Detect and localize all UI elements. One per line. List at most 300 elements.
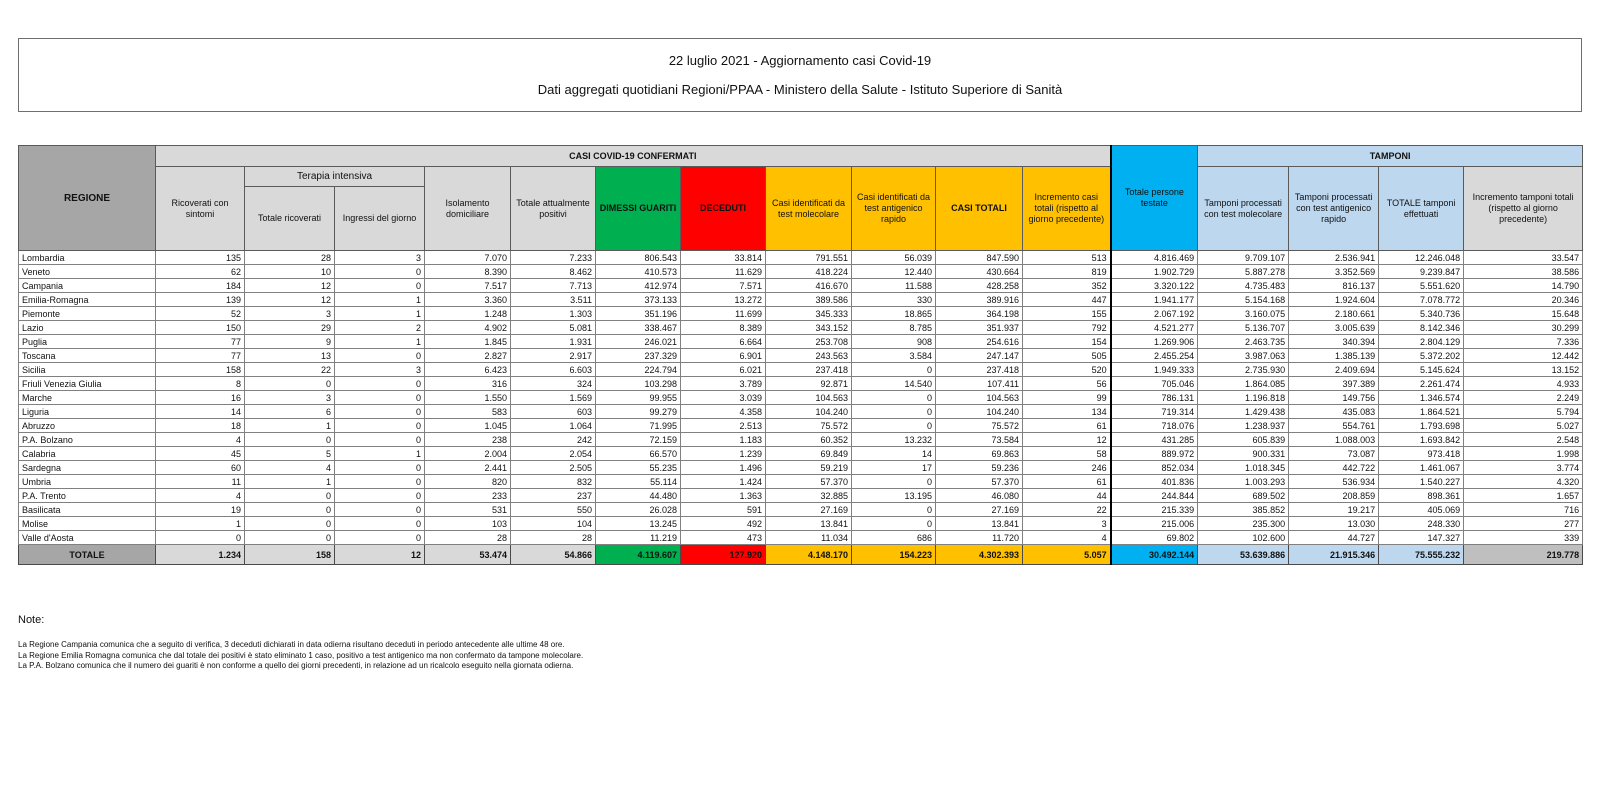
header-deceduti: DECEDUTI <box>681 167 766 251</box>
value-cell: 53.474 <box>425 545 511 565</box>
value-cell: 26.028 <box>596 503 681 517</box>
header-totale-ricoverati: Totale ricoverati <box>245 187 335 251</box>
report-date-title: 22 luglio 2021 - Aggiornamento casi Covid-19 <box>668 53 932 68</box>
value-cell: 1.346.574 <box>1379 391 1464 405</box>
value-cell: 1.998 <box>1464 447 1583 461</box>
value-cell: 75.572 <box>766 419 852 433</box>
value-cell: 3.584 <box>852 349 936 363</box>
value-cell: 4 <box>1023 531 1111 545</box>
value-cell: 352 <box>1023 279 1111 293</box>
value-cell: 6 <box>245 405 335 419</box>
value-cell: 73.087 <box>1289 447 1379 461</box>
value-cell: 401.836 <box>1111 475 1198 489</box>
header-tamponi-antigenico: Tamponi processati con test antigenico rapido <box>1289 167 1379 251</box>
table-row <box>19 363 1583 377</box>
value-cell: 7.336 <box>1464 335 1583 349</box>
value-cell: 10 <box>245 265 335 279</box>
value-cell: 7.517 <box>425 279 511 293</box>
value-cell: 0 <box>245 377 335 391</box>
value-cell: 99.279 <box>596 405 681 419</box>
value-cell: 5.887.278 <box>1198 265 1289 279</box>
value-cell: 418.224 <box>766 265 852 279</box>
region-name-cell: Abruzzo <box>19 419 156 433</box>
header-ingressi-giorno: Ingressi del giorno <box>335 187 425 251</box>
value-cell: 4.320 <box>1464 475 1583 489</box>
value-cell: 1.064 <box>511 419 596 433</box>
value-cell: 550 <box>511 503 596 517</box>
value-cell: 5.081 <box>511 321 596 335</box>
total-row <box>19 545 1583 565</box>
value-cell: 237.418 <box>766 363 852 377</box>
table-row <box>19 517 1583 531</box>
table-header <box>19 146 1583 251</box>
value-cell: 1.845 <box>425 335 511 349</box>
region-name-cell: Lombardia <box>19 251 156 265</box>
value-cell: 59.236 <box>936 461 1023 475</box>
value-cell: 11.629 <box>681 265 766 279</box>
value-cell: 44.727 <box>1289 531 1379 545</box>
table-row <box>19 489 1583 503</box>
value-cell: 6.901 <box>681 349 766 363</box>
value-cell: 0 <box>335 433 425 447</box>
value-cell: 8 <box>156 377 245 391</box>
value-cell: 12 <box>335 545 425 565</box>
value-cell: 107.411 <box>936 377 1023 391</box>
value-cell: 351.937 <box>936 321 1023 335</box>
value-cell: 1 <box>335 307 425 321</box>
value-cell: 0 <box>852 405 936 419</box>
value-cell: 2.548 <box>1464 433 1583 447</box>
value-cell: 889.972 <box>1111 447 1198 461</box>
value-cell: 1.183 <box>681 433 766 447</box>
value-cell: 373.133 <box>596 293 681 307</box>
value-cell: 1.949.333 <box>1111 363 1198 377</box>
value-cell: 705.046 <box>1111 377 1198 391</box>
table-row <box>19 461 1583 475</box>
value-cell: 5.136.707 <box>1198 321 1289 335</box>
value-cell: 33.814 <box>681 251 766 265</box>
value-cell: 5 <box>245 447 335 461</box>
value-cell: 215.006 <box>1111 517 1198 531</box>
value-cell: 233 <box>425 489 511 503</box>
value-cell: 30.299 <box>1464 321 1583 335</box>
value-cell: 591 <box>681 503 766 517</box>
value-cell: 8.389 <box>681 321 766 335</box>
value-cell: 254.616 <box>936 335 1023 349</box>
value-cell: 29 <box>245 321 335 335</box>
value-cell: 5.057 <box>1023 545 1111 565</box>
value-cell: 2.804.129 <box>1379 335 1464 349</box>
header-casi-antigenico: Casi identificati da test antigenico rapido <box>852 167 936 251</box>
value-cell: 244.844 <box>1111 489 1198 503</box>
value-cell: 1.234 <box>156 545 245 565</box>
value-cell: 4.302.393 <box>936 545 1023 565</box>
value-cell: 60 <box>156 461 245 475</box>
table-row <box>19 265 1583 279</box>
value-cell: 1.657 <box>1464 489 1583 503</box>
value-cell: 0 <box>335 391 425 405</box>
value-cell: 412.974 <box>596 279 681 293</box>
value-cell: 14 <box>156 405 245 419</box>
header-incremento-tamponi: Incremento tamponi totali (rispetto al giorno precedente) <box>1464 167 1583 251</box>
value-cell: 12.246.048 <box>1379 251 1464 265</box>
report-source-subtitle: Dati aggregati quotidiani Regioni/PPAA - Ministero della Salute - Istituto Superiore di Sanità <box>537 82 1063 97</box>
value-cell: 13.232 <box>852 433 936 447</box>
value-cell: 410.573 <box>596 265 681 279</box>
note-emilia-romagna: La Regione Emilia Romagna comunica che dal totale dei positivi è stato eliminato 1 caso, positivo a test antigenico ma non confermato da tampone molecolare. <box>18 650 584 660</box>
region-name-cell: P.A. Bolzano <box>19 433 156 447</box>
value-cell: 0 <box>245 433 335 447</box>
value-cell: 11.588 <box>852 279 936 293</box>
value-cell: 3 <box>245 391 335 405</box>
value-cell: 12.440 <box>852 265 936 279</box>
value-cell: 12 <box>245 279 335 293</box>
value-cell: 1 <box>335 447 425 461</box>
value-cell: 816.137 <box>1289 279 1379 293</box>
value-cell: 1.496 <box>681 461 766 475</box>
value-cell: 154 <box>1023 335 1111 349</box>
table-row <box>19 433 1583 447</box>
notes-section <box>18 614 1218 672</box>
value-cell: 57.370 <box>936 475 1023 489</box>
value-cell: 689.502 <box>1198 489 1289 503</box>
header-attualmente-positivi: Totale attualmente positivi <box>511 167 596 251</box>
value-cell: 59.219 <box>766 461 852 475</box>
value-cell: 513 <box>1023 251 1111 265</box>
value-cell: 1.248 <box>425 307 511 321</box>
value-cell: 0 <box>335 377 425 391</box>
value-cell: 13.245 <box>596 517 681 531</box>
value-cell: 27.169 <box>766 503 852 517</box>
value-cell: 134 <box>1023 405 1111 419</box>
value-cell: 1.196.818 <box>1198 391 1289 405</box>
value-cell: 33.547 <box>1464 251 1583 265</box>
table-row <box>19 419 1583 433</box>
value-cell: 238 <box>425 433 511 447</box>
value-cell: 3.352.569 <box>1289 265 1379 279</box>
value-cell: 900.331 <box>1198 447 1289 461</box>
value-cell: 716 <box>1464 503 1583 517</box>
value-cell: 3.987.063 <box>1198 349 1289 363</box>
table-row <box>19 321 1583 335</box>
value-cell: 0 <box>335 461 425 475</box>
table-row <box>19 503 1583 517</box>
value-cell: 1.429.438 <box>1198 405 1289 419</box>
value-cell: 18 <box>156 419 245 433</box>
value-cell: 3.005.639 <box>1289 321 1379 335</box>
value-cell: 12 <box>245 293 335 307</box>
value-cell: 54.866 <box>511 545 596 565</box>
value-cell: 28 <box>425 531 511 545</box>
region-name-cell: Toscana <box>19 349 156 363</box>
value-cell: 1.902.729 <box>1111 265 1198 279</box>
value-cell: 237.418 <box>936 363 1023 377</box>
value-cell: 385.852 <box>1198 503 1289 517</box>
value-cell: 1.045 <box>425 419 511 433</box>
value-cell: 3.789 <box>681 377 766 391</box>
value-cell: 1.864.085 <box>1198 377 1289 391</box>
value-cell: 55.114 <box>596 475 681 489</box>
value-cell: 3 <box>335 251 425 265</box>
region-name-cell: Basilicata <box>19 503 156 517</box>
value-cell: 44 <box>1023 489 1111 503</box>
value-cell: 786.131 <box>1111 391 1198 405</box>
header-band-tamponi: TAMPONI <box>1198 146 1583 167</box>
value-cell: 44.480 <box>596 489 681 503</box>
value-cell: 1.003.293 <box>1198 475 1289 489</box>
value-cell: 5.794 <box>1464 405 1583 419</box>
value-cell: 4.119.607 <box>596 545 681 565</box>
value-cell: 8.462 <box>511 265 596 279</box>
value-cell: 686 <box>852 531 936 545</box>
value-cell: 19.217 <box>1289 503 1379 517</box>
value-cell: 253.708 <box>766 335 852 349</box>
value-cell: 1.303 <box>511 307 596 321</box>
value-cell: 898.361 <box>1379 489 1464 503</box>
table-row <box>19 335 1583 349</box>
value-cell: 4.933 <box>1464 377 1583 391</box>
value-cell: 430.664 <box>936 265 1023 279</box>
value-cell: 389.916 <box>936 293 1023 307</box>
value-cell: 3 <box>245 307 335 321</box>
value-cell: 61 <box>1023 419 1111 433</box>
value-cell: 0 <box>245 531 335 545</box>
value-cell: 0 <box>852 475 936 489</box>
value-cell: 184 <box>156 279 245 293</box>
value-cell: 2.505 <box>511 461 596 475</box>
value-cell: 11.034 <box>766 531 852 545</box>
value-cell: 405.069 <box>1379 503 1464 517</box>
table-row <box>19 531 1583 545</box>
value-cell: 6.603 <box>511 363 596 377</box>
value-cell: 6.423 <box>425 363 511 377</box>
value-cell: 2.536.941 <box>1289 251 1379 265</box>
value-cell: 8.785 <box>852 321 936 335</box>
value-cell: 1 <box>335 335 425 349</box>
region-name-cell: Veneto <box>19 265 156 279</box>
value-cell: 2.441 <box>425 461 511 475</box>
value-cell: 104 <box>511 517 596 531</box>
value-cell: 3.774 <box>1464 461 1583 475</box>
value-cell: 104.240 <box>766 405 852 419</box>
value-cell: 4.521.277 <box>1111 321 1198 335</box>
value-cell: 56.039 <box>852 251 936 265</box>
value-cell: 3 <box>1023 517 1111 531</box>
value-cell: 718.076 <box>1111 419 1198 433</box>
value-cell: 0 <box>335 279 425 293</box>
covid-data-table <box>18 145 1583 565</box>
value-cell: 158 <box>245 545 335 565</box>
value-cell: 208.859 <box>1289 489 1379 503</box>
value-cell: 583 <box>425 405 511 419</box>
value-cell: 389.586 <box>766 293 852 307</box>
value-cell: 72.159 <box>596 433 681 447</box>
table-body <box>19 251 1583 565</box>
value-cell: 364.198 <box>936 307 1023 321</box>
value-cell: 219.778 <box>1464 545 1583 565</box>
value-cell: 5.027 <box>1464 419 1583 433</box>
value-cell: 3.511 <box>511 293 596 307</box>
value-cell: 473 <box>681 531 766 545</box>
value-cell: 237.329 <box>596 349 681 363</box>
header-casi-totali: CASI TOTALI <box>936 167 1023 251</box>
value-cell: 55.235 <box>596 461 681 475</box>
value-cell: 69.849 <box>766 447 852 461</box>
value-cell: 447 <box>1023 293 1111 307</box>
value-cell: 5.145.624 <box>1379 363 1464 377</box>
value-cell: 69.802 <box>1111 531 1198 545</box>
value-cell: 1.018.345 <box>1198 461 1289 475</box>
value-cell: 1.864.521 <box>1379 405 1464 419</box>
value-cell: 4 <box>245 461 335 475</box>
value-cell: 1.385.139 <box>1289 349 1379 363</box>
value-cell: 4 <box>156 489 245 503</box>
value-cell: 46.080 <box>936 489 1023 503</box>
value-cell: 147.327 <box>1379 531 1464 545</box>
value-cell: 28 <box>245 251 335 265</box>
value-cell: 11.720 <box>936 531 1023 545</box>
header-regione: REGIONE <box>19 146 156 251</box>
value-cell: 3.320.122 <box>1111 279 1198 293</box>
value-cell: 15.648 <box>1464 307 1583 321</box>
title-box <box>18 38 1582 112</box>
value-cell: 92.871 <box>766 377 852 391</box>
header-incremento-casi: Incremento casi totali (rispetto al giorno precedente) <box>1023 167 1111 251</box>
value-cell: 45 <box>156 447 245 461</box>
value-cell: 2.917 <box>511 349 596 363</box>
region-name-cell: Emilia-Romagna <box>19 293 156 307</box>
value-cell: 351.196 <box>596 307 681 321</box>
value-cell: 554.761 <box>1289 419 1379 433</box>
table-row <box>19 391 1583 405</box>
value-cell: 2.054 <box>511 447 596 461</box>
value-cell: 22 <box>1023 503 1111 517</box>
value-cell: 338.467 <box>596 321 681 335</box>
value-cell: 13.152 <box>1464 363 1583 377</box>
region-name-cell: Marche <box>19 391 156 405</box>
value-cell: 0 <box>852 391 936 405</box>
value-cell: 154.223 <box>852 545 936 565</box>
value-cell: 520 <box>1023 363 1111 377</box>
region-name-cell: Umbria <box>19 475 156 489</box>
region-name-cell: Sardegna <box>19 461 156 475</box>
value-cell: 103 <box>425 517 511 531</box>
value-cell: 13.841 <box>936 517 1023 531</box>
value-cell: 56 <box>1023 377 1111 391</box>
notes-label: Note: <box>18 614 45 626</box>
value-cell: 104.563 <box>936 391 1023 405</box>
value-cell: 505 <box>1023 349 1111 363</box>
value-cell: 2.735.930 <box>1198 363 1289 377</box>
value-cell: 3.039 <box>681 391 766 405</box>
value-cell: 9 <box>245 335 335 349</box>
value-cell: 57.370 <box>766 475 852 489</box>
region-name-cell: Lazio <box>19 321 156 335</box>
header-totale-tamponi: TOTALE tamponi effettuati <box>1379 167 1464 251</box>
value-cell: 4.735.483 <box>1198 279 1289 293</box>
value-cell: 66.570 <box>596 447 681 461</box>
value-cell: 60.352 <box>766 433 852 447</box>
value-cell: 7.070 <box>425 251 511 265</box>
note-bolzano: La P.A. Bolzano comunica che il numero dei guariti è non conforme a quello dei giorni precedenti, in relazione ad un ricalcolo eseguito nella giornata odierna. <box>18 661 574 670</box>
value-cell: 215.339 <box>1111 503 1198 517</box>
table-row <box>19 475 1583 489</box>
value-cell: 52 <box>156 307 245 321</box>
value-cell: 4.148.170 <box>766 545 852 565</box>
value-cell: 2.409.694 <box>1289 363 1379 377</box>
value-cell: 17 <box>852 461 936 475</box>
value-cell: 104.240 <box>936 405 1023 419</box>
value-cell: 819 <box>1023 265 1111 279</box>
value-cell: 435.083 <box>1289 405 1379 419</box>
value-cell: 428.258 <box>936 279 1023 293</box>
header-tamponi-molecolare: Tamponi processati con test molecolare <box>1198 167 1289 251</box>
value-cell: 28 <box>511 531 596 545</box>
value-cell: 2.513 <box>681 419 766 433</box>
value-cell: 5.154.168 <box>1198 293 1289 307</box>
value-cell: 2.180.661 <box>1289 307 1379 321</box>
value-cell: 14 <box>852 447 936 461</box>
value-cell: 1.088.003 <box>1289 433 1379 447</box>
value-cell: 0 <box>335 265 425 279</box>
region-name-cell: Calabria <box>19 447 156 461</box>
value-cell: 4.816.469 <box>1111 251 1198 265</box>
value-cell: 531 <box>425 503 511 517</box>
value-cell: 13.272 <box>681 293 766 307</box>
value-cell: 77 <box>156 349 245 363</box>
value-cell: 1.924.604 <box>1289 293 1379 307</box>
value-cell: 0 <box>335 419 425 433</box>
value-cell: 1.239 <box>681 447 766 461</box>
value-cell: 58 <box>1023 447 1111 461</box>
value-cell: 1.550 <box>425 391 511 405</box>
value-cell: 397.389 <box>1289 377 1379 391</box>
value-cell: 1.461.067 <box>1379 461 1464 475</box>
value-cell: 7.078.772 <box>1379 293 1464 307</box>
value-cell: 21.915.346 <box>1289 545 1379 565</box>
value-cell: 247.147 <box>936 349 1023 363</box>
region-name-cell: Molise <box>19 517 156 531</box>
value-cell: 248.330 <box>1379 517 1464 531</box>
value-cell: 13.030 <box>1289 517 1379 531</box>
header-persone-testate: Totale persone testate <box>1111 146 1198 251</box>
value-cell: 7.233 <box>511 251 596 265</box>
value-cell: 2.827 <box>425 349 511 363</box>
value-cell: 0 <box>852 363 936 377</box>
table-row <box>19 293 1583 307</box>
value-cell: 75.572 <box>936 419 1023 433</box>
value-cell: 719.314 <box>1111 405 1198 419</box>
value-cell: 102.600 <box>1198 531 1289 545</box>
value-cell: 127.920 <box>681 545 766 565</box>
header-isolamento: Isolamento domiciliare <box>425 167 511 251</box>
table-row <box>19 377 1583 391</box>
value-cell: 2.455.254 <box>1111 349 1198 363</box>
value-cell: 1.238.937 <box>1198 419 1289 433</box>
note-campania: La Regione Campania comunica che a seguito di verifica, 3 deceduti dichiarati in data odierna risultano deceduti in periodo antecedente alle ultime 48 ore. <box>18 640 565 649</box>
region-name-cell: Puglia <box>19 335 156 349</box>
value-cell: 38.586 <box>1464 265 1583 279</box>
value-cell: 3.360 <box>425 293 511 307</box>
table-row <box>19 405 1583 419</box>
value-cell: 158 <box>156 363 245 377</box>
value-cell: 99.955 <box>596 391 681 405</box>
total-label-cell: TOTALE <box>19 545 156 565</box>
value-cell: 0 <box>335 349 425 363</box>
value-cell: 0 <box>335 531 425 545</box>
value-cell: 20.346 <box>1464 293 1583 307</box>
value-cell: 14.540 <box>852 377 936 391</box>
